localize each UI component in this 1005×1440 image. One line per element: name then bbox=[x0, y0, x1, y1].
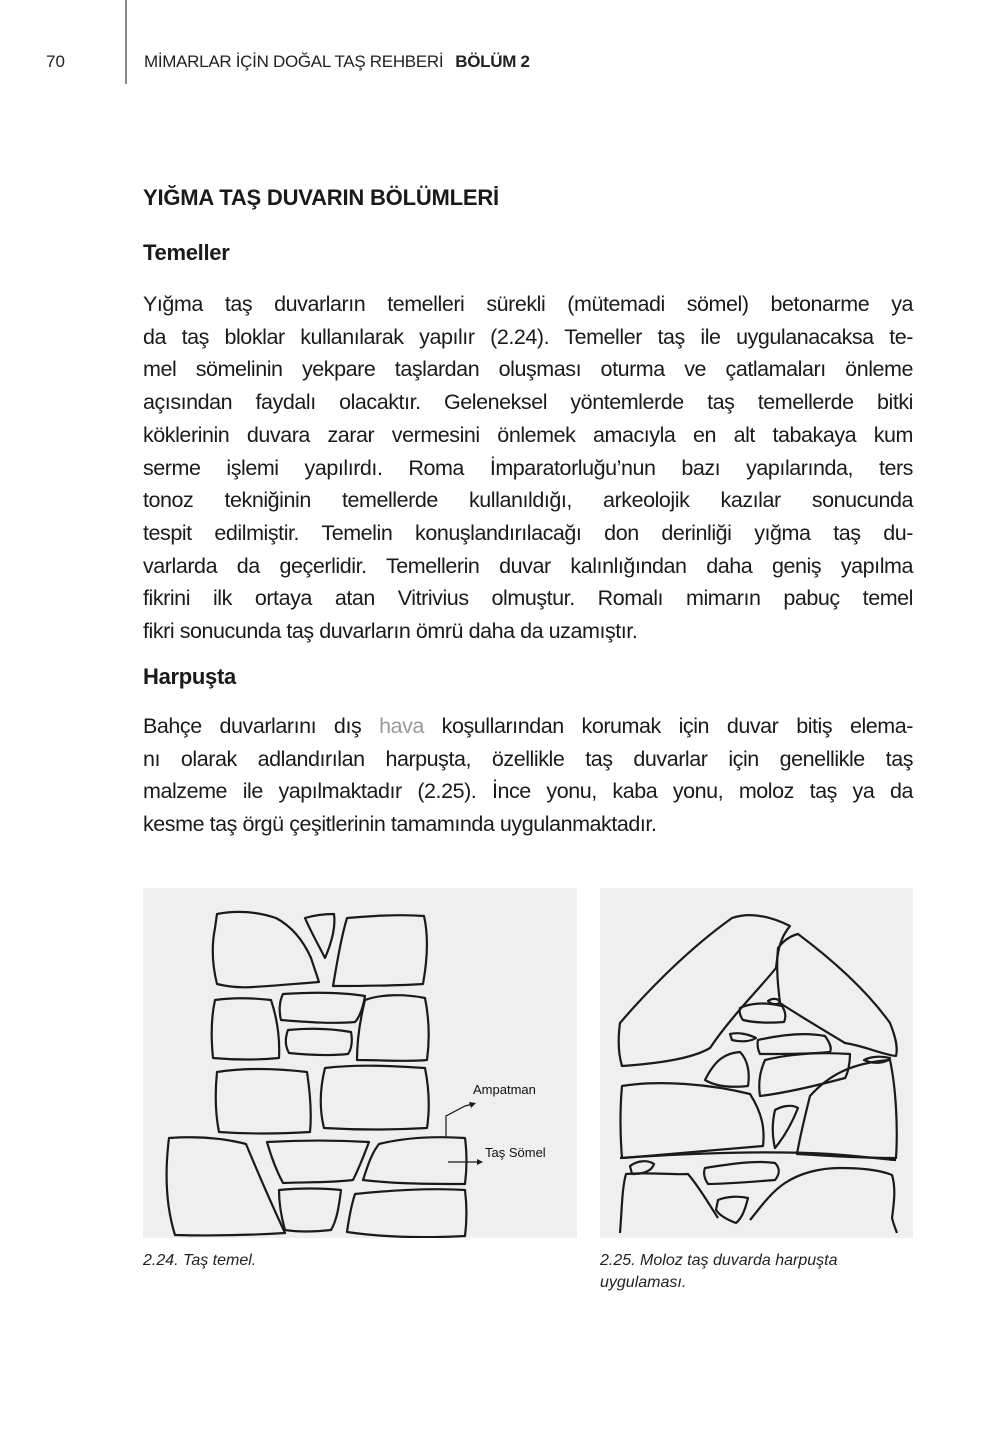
stone bbox=[768, 999, 780, 1004]
stone bbox=[321, 1066, 429, 1130]
stone bbox=[705, 1052, 749, 1087]
stone bbox=[279, 1189, 341, 1232]
text-line: da taş bloklar kullanılarak yapılır (2.24). Temeller taş ile uygulanacaksa te- bbox=[143, 324, 913, 349]
stone bbox=[630, 1161, 654, 1174]
page-number: 70 bbox=[46, 52, 65, 71]
text-line: açısından faydalı olacaktır. Geleneksel yöntemlerde taş temellerde bitki bbox=[143, 390, 913, 415]
text-line: serme işlemi yapılırdı. Roma İmparatorluğu’nun bazı yapılarında, ters bbox=[143, 455, 913, 480]
subheading-harpusta: Harpuşta bbox=[143, 664, 236, 689]
text-line: tonoz tekniğinin temellerde kullanıldığı, arkeolojik kazılar sonucunda bbox=[143, 488, 913, 513]
stone bbox=[167, 1137, 285, 1235]
text-line: kesme taş örgü çeşitlerinin tamamında uygulanmaktadır. bbox=[143, 812, 657, 837]
section-title: YIĞMA TAŞ DUVARIN BÖLÜMLERİ bbox=[143, 185, 499, 210]
stone bbox=[773, 1106, 798, 1148]
label-ampatman: Ampatman bbox=[473, 1082, 536, 1097]
coping-stone bbox=[777, 934, 897, 1056]
text-fragment: Bahçe duvarlarını dış bbox=[143, 714, 380, 738]
paragraph-harpusta bbox=[143, 710, 913, 841]
coping-stone bbox=[619, 915, 790, 1066]
caption-figure-2-25 bbox=[600, 1250, 837, 1294]
caption-line: uygulaması. bbox=[600, 1274, 687, 1291]
text-line: köklerinin duvara zarar vermesini önlemek amacıyla en alt tabakaya kum bbox=[143, 422, 913, 447]
text-line: fikrini ilk ortaya atan Vitrivius olmuştur. Romalı mimarın pabuç temel bbox=[143, 586, 913, 611]
stone bbox=[758, 1034, 831, 1054]
stone bbox=[216, 1069, 311, 1134]
caption-figure-2-24: 2.24. Taş temel. bbox=[143, 1252, 257, 1269]
text-line: varlarda da geçerlidir. Temellerin duvar kalınlığından daha geniş yapılma bbox=[143, 553, 913, 578]
stone bbox=[730, 1033, 756, 1041]
arrowhead bbox=[469, 1102, 476, 1108]
mortar-joint bbox=[620, 1152, 896, 1160]
text-line: Yığma taş duvarların temelleri sürekli (mütemadi sömel) betonarme ya bbox=[143, 292, 913, 316]
stone-edge bbox=[620, 1173, 718, 1233]
faded-word: hava bbox=[379, 714, 424, 738]
stone bbox=[333, 915, 427, 986]
stone bbox=[363, 1137, 467, 1184]
subheading-temeller: Temeller bbox=[143, 240, 230, 265]
text-fragment: koşullarından korumak için duvar bitiş elema- bbox=[423, 714, 913, 738]
text-line bbox=[143, 710, 913, 743]
figure-coping-rubble-wall bbox=[600, 888, 913, 1238]
book-title: MİMARLAR İÇİN DOĞAL TAŞ REHBERİ bbox=[144, 52, 444, 71]
stone-edge bbox=[750, 1168, 897, 1233]
chapter-label: BÖLÜM 2 bbox=[455, 52, 530, 71]
text-line: nı olarak adlandırılan harpuşta, özellikle taş duvarlar için genellikle taş bbox=[143, 746, 913, 771]
stone bbox=[286, 1029, 352, 1055]
stone bbox=[213, 912, 319, 987]
stone bbox=[621, 1083, 764, 1158]
stone bbox=[347, 1189, 467, 1237]
stone bbox=[280, 993, 365, 1023]
ampatman-leader-line bbox=[446, 1104, 473, 1138]
text-line: mel sömelinin yekpare taşlardan oluşması oturma ve çatlamaları önleme bbox=[143, 357, 913, 382]
stone bbox=[212, 998, 280, 1059]
running-head bbox=[144, 52, 530, 72]
stone-foundation-drawing bbox=[143, 888, 577, 1238]
text-line: malzeme ile yapılmaktadır (2.25). İnce yonu, kaba yonu, moloz taş ya da bbox=[143, 779, 913, 804]
stone bbox=[704, 1162, 779, 1184]
stone bbox=[305, 914, 334, 958]
stone bbox=[740, 1004, 786, 1023]
paragraph-temeller bbox=[143, 288, 913, 648]
figure-stone-foundation bbox=[143, 888, 577, 1238]
header-divider bbox=[125, 0, 127, 84]
stone bbox=[357, 995, 429, 1061]
arrowhead bbox=[477, 1159, 483, 1165]
caption-line: 2.25. Moloz taş duvarda harpuşta bbox=[600, 1252, 838, 1269]
stone bbox=[267, 1141, 369, 1184]
label-tas-somel: Taş Sömel bbox=[485, 1145, 546, 1160]
coping-wall-drawing bbox=[600, 888, 913, 1238]
text-line: fikri sonucunda taş duvarların ömrü daha da uzamıştır. bbox=[143, 619, 638, 644]
text-line: tespit edilmiştir. Temelin konuşlandırılacağı don derinliği yığma taş du- bbox=[143, 520, 913, 545]
stone bbox=[716, 1197, 748, 1223]
